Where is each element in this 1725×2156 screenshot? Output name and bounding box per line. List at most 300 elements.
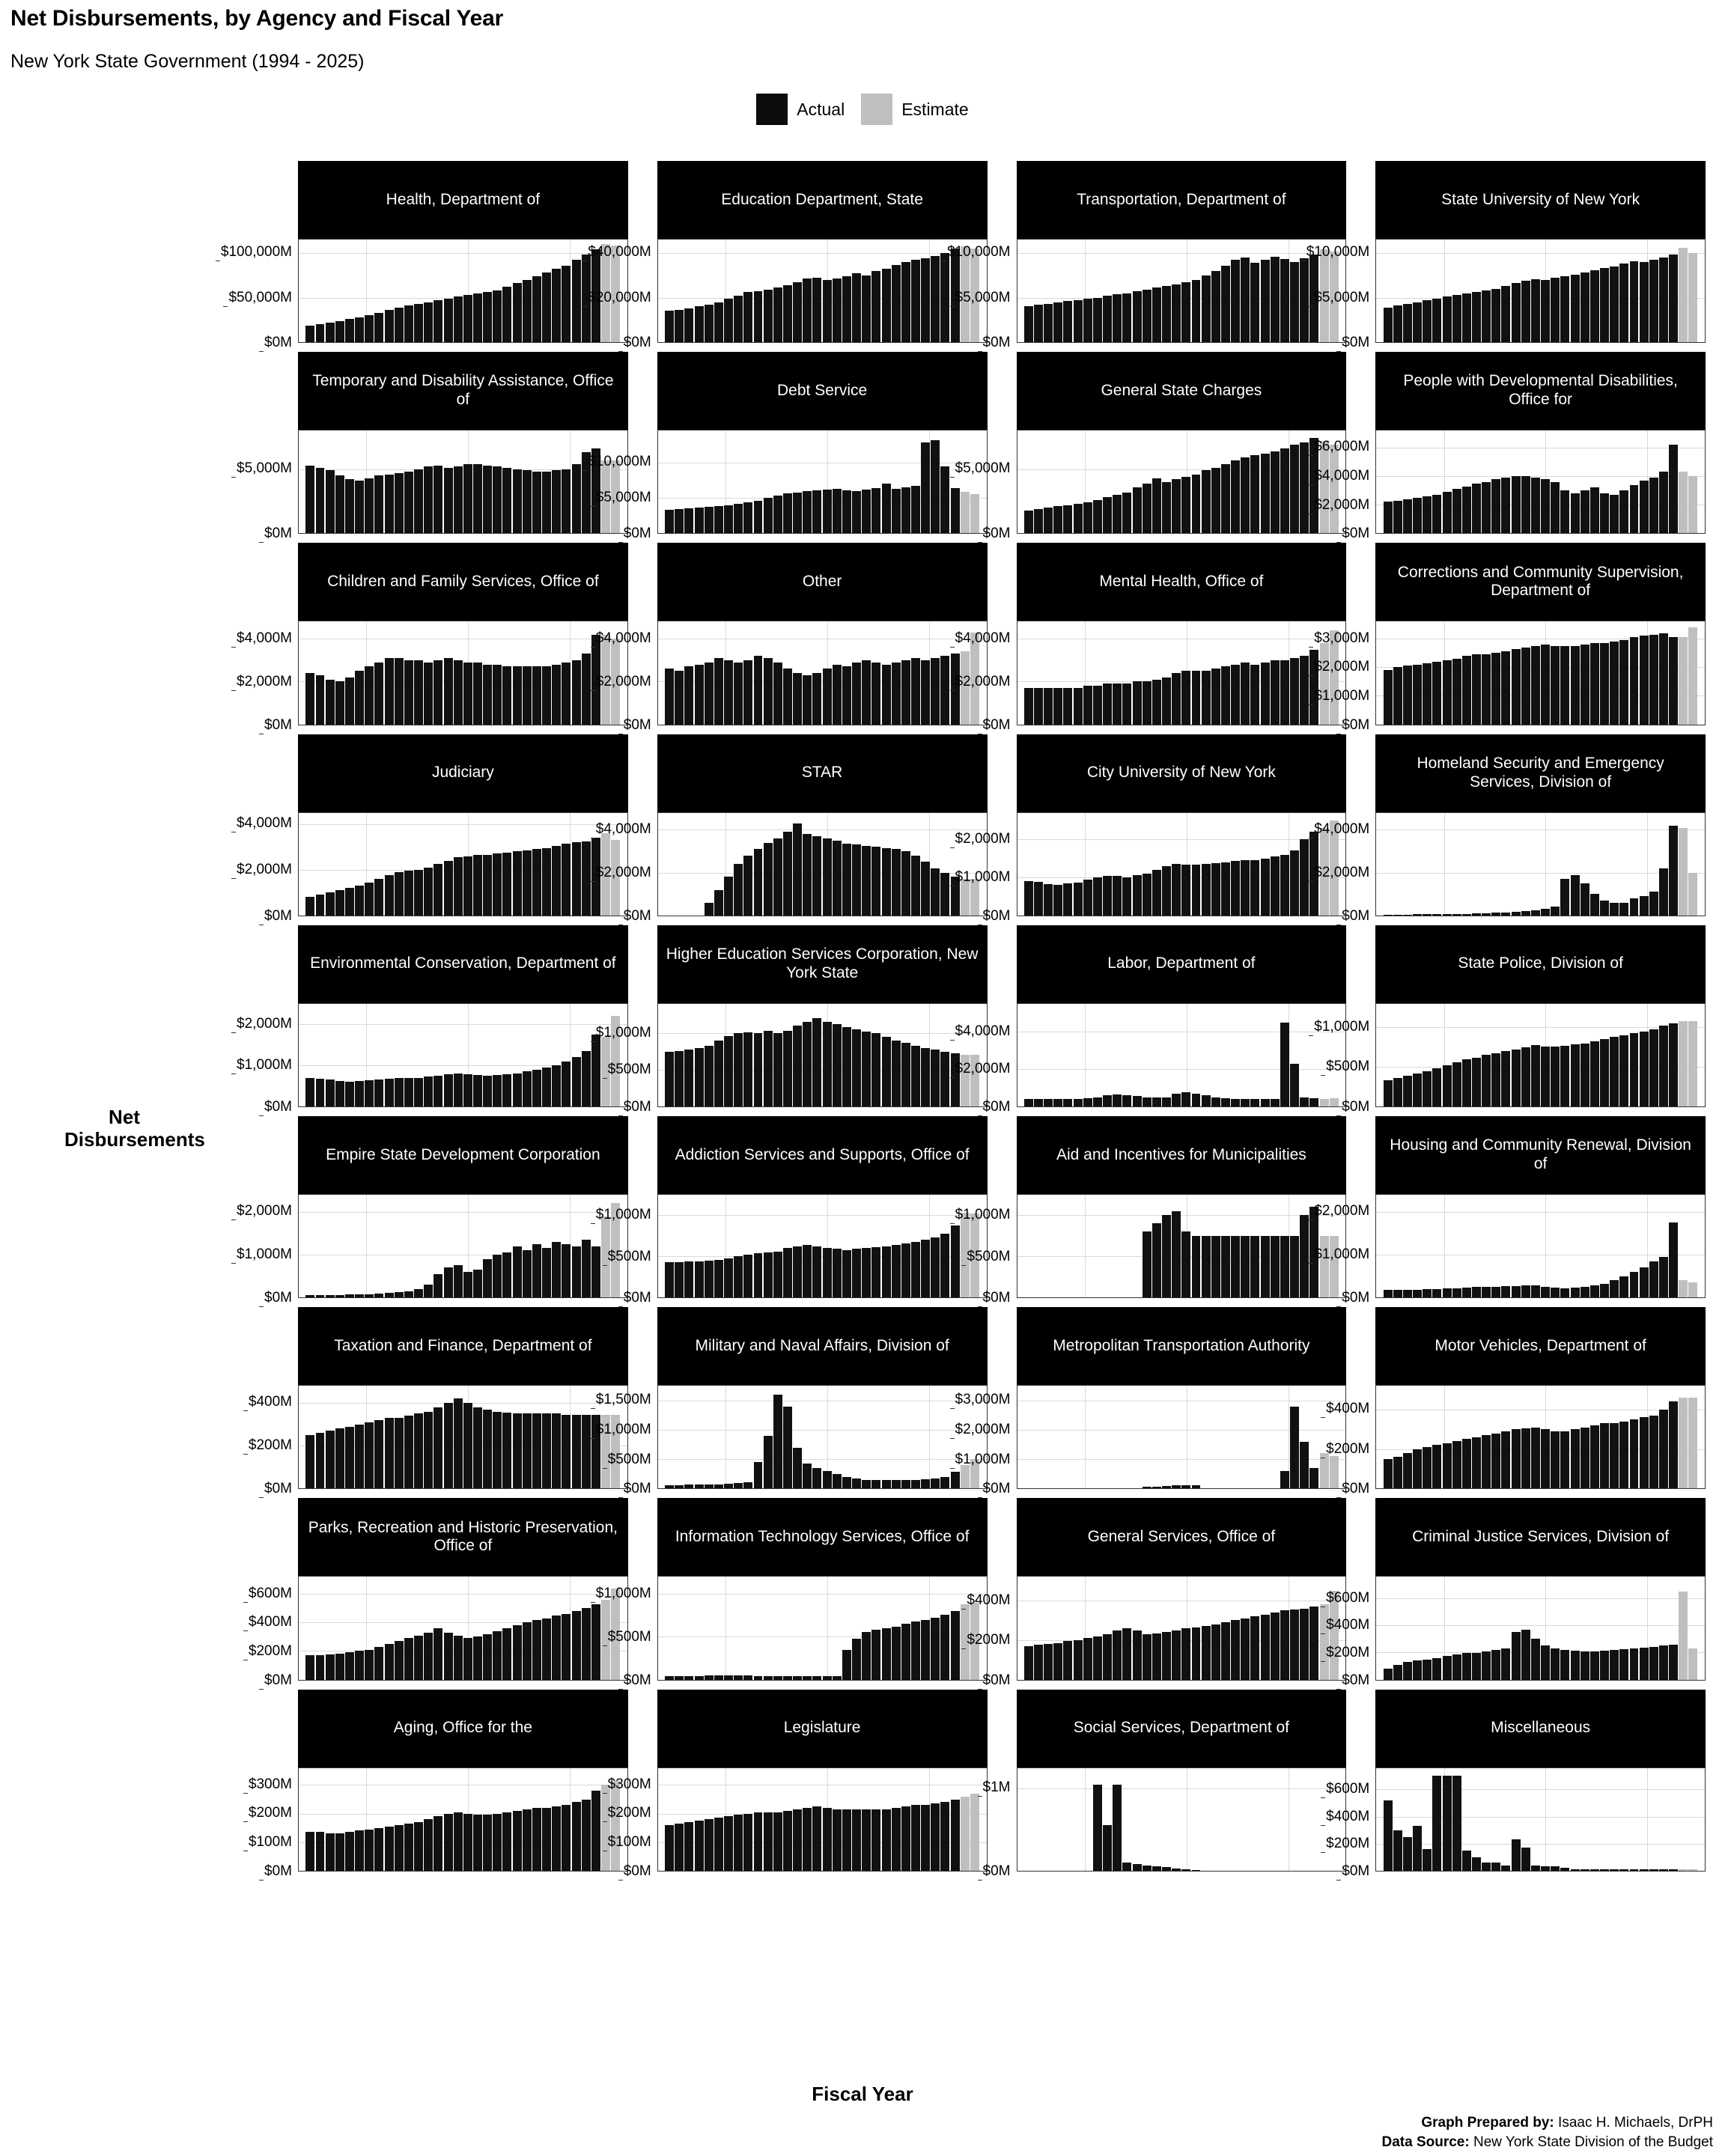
- bar: [675, 1051, 684, 1106]
- y-tick-label: $0M: [624, 526, 651, 542]
- bar: [1403, 915, 1412, 916]
- bar: [385, 310, 394, 342]
- y-tick-label: $600M: [1326, 1590, 1369, 1607]
- bar: [812, 490, 821, 534]
- bar: [502, 1628, 511, 1680]
- bar: [724, 1675, 733, 1679]
- bar: [1659, 1645, 1668, 1679]
- bar: [493, 1412, 502, 1489]
- bar: [1679, 1280, 1688, 1297]
- bar: [1162, 866, 1171, 916]
- bar: [1649, 1029, 1658, 1106]
- bar: [433, 466, 442, 534]
- y-tick-label: $400M: [249, 1394, 292, 1410]
- bar: [1541, 1047, 1550, 1106]
- credit-prepared-by: [1381, 2113, 1713, 2133]
- y-tick-label: $4,000M: [1314, 468, 1369, 484]
- bar: [483, 292, 492, 342]
- bar: [1122, 293, 1131, 343]
- y-tick-label: $400M: [249, 1614, 292, 1630]
- bar: [1122, 1863, 1131, 1871]
- bar: [1241, 457, 1250, 533]
- bar: [1393, 1457, 1402, 1488]
- y-tick-mark: [231, 1263, 236, 1264]
- bar: [1531, 1639, 1540, 1679]
- bar: [705, 1819, 714, 1871]
- bar: [1619, 1649, 1628, 1680]
- bar: [1393, 1830, 1402, 1871]
- bar: [1122, 1628, 1131, 1680]
- bar: [1172, 1485, 1181, 1488]
- bar: [1491, 1434, 1500, 1489]
- bar: [1560, 1431, 1569, 1489]
- y-axis-labels: [1257, 1385, 1370, 1497]
- bar: [1083, 1638, 1092, 1679]
- bar: [404, 1078, 413, 1106]
- bar: [1393, 667, 1402, 724]
- bar: [665, 1262, 674, 1297]
- y-tick-mark: [231, 647, 236, 648]
- y-tick-mark: [978, 1796, 982, 1797]
- bar: [1521, 1630, 1530, 1680]
- bar: [714, 506, 723, 533]
- y-tick-label: $0M: [1342, 335, 1369, 351]
- bar: [1462, 914, 1471, 916]
- bar: [823, 280, 832, 343]
- bar: [734, 864, 743, 916]
- bar: [1581, 1869, 1589, 1871]
- bar: [483, 855, 492, 916]
- bar: [1083, 880, 1092, 916]
- bar: [1688, 1282, 1697, 1297]
- bar: [1122, 877, 1131, 916]
- bar: [1113, 1094, 1122, 1106]
- bar: [1231, 665, 1240, 725]
- bar: [1413, 1449, 1422, 1489]
- bar: [852, 663, 861, 725]
- bar: [1669, 637, 1678, 724]
- bar: [882, 1480, 891, 1488]
- y-tick-label: $0M: [1342, 1290, 1369, 1306]
- bar: [705, 663, 714, 725]
- bar: [1181, 282, 1190, 342]
- bar: [493, 466, 502, 533]
- bar: [1659, 868, 1668, 916]
- bar: [1491, 289, 1500, 343]
- bar: [1679, 1021, 1688, 1106]
- bar: [1181, 477, 1190, 533]
- bar: [502, 468, 511, 533]
- bar: [714, 1484, 723, 1489]
- bar: [355, 1651, 364, 1679]
- y-tick-mark: [1321, 1661, 1325, 1662]
- facet-title: General Services, Office of: [1017, 1498, 1347, 1576]
- y-tick-label: $0M: [624, 1099, 651, 1115]
- bar: [1531, 279, 1540, 343]
- bar: [1093, 877, 1102, 916]
- bar: [871, 663, 880, 725]
- y-axis-labels: [1257, 812, 1370, 924]
- bar: [1640, 1417, 1649, 1488]
- bar: [1541, 1287, 1550, 1297]
- bar: [1472, 654, 1481, 724]
- bar: [764, 658, 773, 725]
- bar: [1551, 1288, 1560, 1297]
- bar: [1679, 1398, 1688, 1488]
- bar: [754, 1676, 763, 1680]
- y-tick-label: $0M: [1342, 1099, 1369, 1115]
- bar: [1581, 1287, 1589, 1297]
- y-tick-label: $0M: [264, 1099, 292, 1115]
- bar: [316, 1079, 325, 1106]
- bar: [1423, 1289, 1432, 1297]
- bar: [1034, 688, 1043, 725]
- bar: [463, 295, 472, 342]
- bar: [684, 666, 693, 724]
- bar: [1482, 1287, 1491, 1297]
- bar: [1551, 907, 1560, 915]
- y-tick-label: $2,000M: [1314, 497, 1369, 514]
- bar: [1590, 1651, 1599, 1680]
- y-tick-label: $400M: [1326, 1401, 1369, 1417]
- bar: [523, 1071, 532, 1106]
- bar: [1659, 472, 1668, 533]
- panel-wrapper: [1314, 430, 1706, 542]
- y-tick-label: $3,000M: [955, 1392, 1011, 1408]
- bar: [862, 660, 871, 725]
- y-tick-mark: [243, 1821, 248, 1822]
- y-axis-labels: [898, 812, 1011, 924]
- bar: [1432, 299, 1441, 342]
- bar: [1600, 643, 1609, 725]
- y-tick-label: $400M: [1326, 1617, 1369, 1633]
- y-tick-label: $600M: [249, 1586, 292, 1602]
- bar: [326, 323, 335, 342]
- bar: [1521, 281, 1530, 342]
- facet-title: Transportation, Department of: [1017, 161, 1347, 239]
- bar: [1482, 290, 1491, 342]
- bar: [1162, 482, 1171, 534]
- bar: [335, 1654, 344, 1679]
- y-tick-label: $2,000M: [237, 1203, 292, 1219]
- bar: [1669, 1222, 1678, 1297]
- bar: [1034, 882, 1043, 916]
- bar: [754, 291, 763, 343]
- bar: [1619, 640, 1628, 724]
- bar: [1113, 294, 1122, 342]
- bar: [1152, 1223, 1161, 1297]
- y-tick-label: $5,000M: [955, 460, 1011, 477]
- bar: [684, 1676, 693, 1680]
- bar: [444, 1633, 453, 1680]
- bar: [764, 1436, 773, 1489]
- bar: [714, 1041, 723, 1106]
- bar: [1202, 864, 1211, 916]
- y-axis-labels: [539, 1194, 651, 1306]
- bar: [1512, 1286, 1521, 1297]
- bar: [1649, 478, 1658, 533]
- bar: [326, 1654, 335, 1679]
- bar: [1103, 683, 1112, 724]
- bar: [1221, 862, 1230, 916]
- bar: [1143, 1231, 1151, 1297]
- bar: [1241, 1236, 1250, 1297]
- legend-swatch-actual: [756, 94, 788, 125]
- bar: [1143, 1487, 1151, 1488]
- y-axis-labels: [180, 1003, 292, 1115]
- bar: [842, 1477, 851, 1489]
- y-tick-label: $4,000M: [596, 630, 651, 647]
- bar: [1162, 1486, 1171, 1488]
- bar: [1443, 660, 1452, 725]
- bar: [1571, 493, 1580, 533]
- bar: [1443, 1065, 1452, 1106]
- bar: [1521, 1428, 1530, 1488]
- y-tick-mark: [1309, 1219, 1313, 1220]
- plot-panel: [1375, 621, 1706, 725]
- bar: [1669, 1869, 1678, 1871]
- bar: [812, 1676, 821, 1680]
- bar: [365, 315, 374, 342]
- bar: [862, 1809, 871, 1871]
- facet-motor-vehicles-department-of: [1326, 1307, 1706, 1497]
- bar: [1093, 1097, 1102, 1106]
- bar: [1521, 648, 1530, 725]
- y-axis-labels: [539, 1003, 651, 1115]
- bar: [424, 1077, 433, 1106]
- bar: [1393, 1078, 1402, 1106]
- bar: [773, 663, 782, 725]
- y-axis-labels: [180, 1767, 292, 1879]
- bar: [1482, 913, 1491, 916]
- y-tick-mark: [591, 1438, 595, 1439]
- bar: [1162, 1097, 1171, 1106]
- bar: [1659, 633, 1668, 725]
- bar: [1181, 1092, 1190, 1106]
- bar: [404, 1638, 413, 1679]
- bar: [705, 1675, 714, 1679]
- bar: [833, 1474, 842, 1489]
- bar: [493, 853, 502, 915]
- bar: [326, 470, 335, 533]
- bar: [1501, 1866, 1510, 1871]
- bar: [1432, 914, 1441, 916]
- y-tick-label: $1,000M: [1314, 1246, 1369, 1263]
- bar: [764, 1812, 773, 1871]
- facet-title: Housing and Community Renewal, Division of: [1375, 1116, 1706, 1194]
- bar: [1521, 911, 1530, 916]
- bar: [355, 1294, 364, 1297]
- bar: [1600, 1423, 1609, 1488]
- bar: [1669, 1401, 1678, 1488]
- bar: [852, 491, 861, 534]
- facet-title: Military and Naval Affairs, Division of: [657, 1307, 988, 1385]
- y-tick-mark: [603, 1645, 607, 1646]
- y-axis-labels: [539, 239, 651, 351]
- y-tick-label: $1M: [983, 1779, 1011, 1796]
- bar: [326, 1295, 335, 1297]
- bar: [1462, 1653, 1471, 1679]
- bar: [404, 472, 413, 533]
- bar: [1521, 476, 1530, 533]
- bar: [764, 843, 773, 916]
- y-tick-label: $0M: [983, 335, 1011, 351]
- bar: [823, 1471, 832, 1489]
- y-tick-mark: [950, 477, 955, 478]
- bar: [793, 1026, 802, 1106]
- y-axis-labels: [539, 1767, 651, 1879]
- y-axis-labels: [898, 1385, 1011, 1497]
- bar: [1432, 1776, 1441, 1870]
- bar: [316, 1655, 325, 1679]
- bar: [1172, 284, 1181, 343]
- bar: [1560, 1288, 1569, 1298]
- bar: [1192, 671, 1201, 724]
- bar: [1581, 1044, 1589, 1106]
- bar: [1152, 287, 1161, 342]
- bar: [1384, 1290, 1393, 1297]
- bar: [714, 1818, 723, 1871]
- panel-wrapper: [1314, 812, 1706, 924]
- bar: [1093, 500, 1102, 534]
- bar: [871, 271, 880, 342]
- bar: [414, 1078, 423, 1106]
- bar: [1688, 627, 1697, 725]
- bar: [1172, 479, 1181, 533]
- bar: [424, 302, 433, 343]
- bar: [1093, 298, 1102, 343]
- bar: [1452, 659, 1461, 725]
- bar: [812, 673, 821, 725]
- y-tick-label: $600M: [1326, 1781, 1369, 1797]
- bar: [326, 1079, 335, 1106]
- bar: [1462, 1851, 1471, 1871]
- y-tick-mark: [1309, 306, 1313, 307]
- bar: [1162, 286, 1171, 342]
- bar: [523, 666, 532, 724]
- bar: [665, 1825, 674, 1871]
- bar: [1443, 1443, 1452, 1489]
- bar: [743, 856, 752, 916]
- bar: [502, 666, 511, 724]
- bar: [1610, 903, 1619, 916]
- facet-title: Corrections and Community Supervision, Department of: [1375, 543, 1706, 621]
- bar: [444, 1267, 453, 1297]
- bar: [1659, 1410, 1668, 1489]
- bar: [783, 1407, 792, 1489]
- bar: [483, 1634, 492, 1680]
- bar: [812, 836, 821, 916]
- bar: [1541, 909, 1550, 916]
- bar: [395, 1292, 404, 1297]
- bar: [1560, 646, 1569, 725]
- facet-title: Higher Education Services Corporation, New York State: [657, 925, 988, 1003]
- bar: [675, 310, 684, 342]
- bar: [1403, 304, 1412, 342]
- bar: [1103, 296, 1112, 342]
- y-tick-mark: [603, 1468, 607, 1469]
- bar: [355, 317, 364, 342]
- bar: [1192, 475, 1201, 534]
- y-tick-mark: [950, 1077, 955, 1078]
- bar: [842, 1027, 851, 1106]
- y-axis-labels: [180, 430, 292, 542]
- bar: [684, 1822, 693, 1871]
- bar: [365, 883, 374, 916]
- y-tick-label: $5,000M: [1314, 290, 1369, 306]
- bar: [305, 1655, 314, 1679]
- bar: [316, 324, 325, 342]
- bar: [734, 1815, 743, 1870]
- bar: [414, 304, 423, 342]
- bar: [714, 658, 723, 725]
- bar: [513, 1246, 522, 1298]
- bar: [1413, 1290, 1422, 1297]
- bar: [1521, 1848, 1530, 1871]
- bar: [1423, 1660, 1432, 1680]
- bar: [316, 675, 325, 725]
- bar: [1630, 1272, 1639, 1297]
- y-tick-mark: [618, 1880, 623, 1881]
- facet-housing-and-community-renewal-division-of: [1314, 1116, 1706, 1306]
- bar: [335, 1428, 344, 1488]
- bar: [1491, 1650, 1500, 1680]
- y-tick-label: $5,000M: [596, 490, 651, 506]
- bar: [783, 285, 792, 342]
- bar: [345, 1082, 354, 1106]
- y-axis-labels: [180, 621, 292, 733]
- y-tick-label: $6,000M: [1314, 439, 1369, 455]
- bar: [513, 1625, 522, 1679]
- bar: [803, 1676, 812, 1680]
- bar: [326, 680, 335, 725]
- y-tick-mark: [243, 1454, 248, 1455]
- bar: [1462, 656, 1471, 724]
- credit-prepared-by-value: Isaac H. Michaels, DrPH: [1558, 2115, 1713, 2131]
- bar: [414, 1822, 423, 1871]
- bar: [365, 478, 374, 534]
- bar: [365, 1650, 374, 1680]
- y-tick-label: $2,000M: [955, 674, 1011, 690]
- bar: [871, 1630, 880, 1679]
- y-tick-mark: [591, 881, 595, 882]
- y-tick-mark: [1309, 455, 1313, 456]
- bar: [803, 1022, 812, 1106]
- bar: [1640, 1267, 1649, 1297]
- y-tick-mark: [591, 690, 595, 691]
- y-axis-title: Net Disbursements: [64, 1106, 205, 1151]
- y-tick-mark: [1309, 1263, 1313, 1264]
- bar: [1162, 1867, 1171, 1870]
- bar: [1113, 1630, 1122, 1680]
- bar-series: [1383, 1768, 1698, 1871]
- bar: [454, 1398, 463, 1488]
- y-tick-mark: [231, 1032, 236, 1033]
- y-tick-label: $2,000M: [1314, 659, 1369, 675]
- bar: [414, 870, 423, 916]
- bar: [1231, 1620, 1240, 1679]
- bar: [833, 278, 842, 342]
- bar: [812, 278, 821, 342]
- bar: [316, 895, 325, 915]
- bar: [1143, 484, 1151, 534]
- bar: [493, 1631, 502, 1680]
- y-tick-mark: [259, 1115, 264, 1116]
- y-tick-label: $1,000M: [955, 1207, 1011, 1223]
- bar: [1074, 1099, 1083, 1106]
- bar: [433, 1407, 442, 1489]
- bar: [1074, 1640, 1083, 1680]
